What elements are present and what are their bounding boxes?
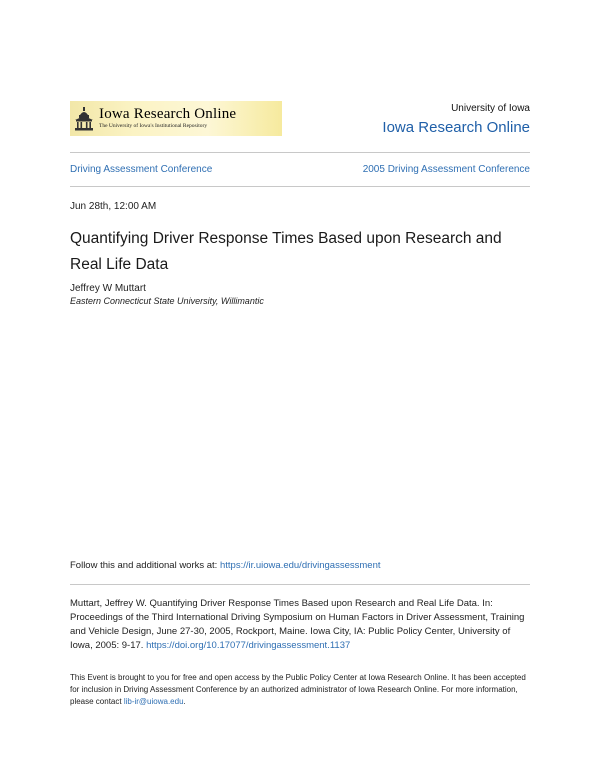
logo-text — [99, 107, 236, 130]
divider — [70, 152, 530, 153]
university-name: University of Iowa — [451, 103, 530, 114]
breadcrumb — [70, 164, 530, 175]
citation — [70, 597, 532, 653]
notice-text: This Event is brought to you for free and open access by the Public Policy Center at Iowa Research Online. It has been accepted for inclusion in Driving Assessment Conference by an authorized administrator of Iowa Research Online. For more information, please contact — [70, 673, 526, 706]
iowa-research-online-logo[interactable] — [70, 101, 282, 136]
logo-title: Iowa Research Online — [99, 106, 237, 123]
author-affiliation: Eastern Connecticut State University, Willimantic — [70, 296, 264, 306]
follow-text: Follow this and additional works at: — [70, 560, 220, 571]
citation-text: Muttart, Jeffrey W. Quantifying Driver Response Times Based upon Research and Real Life Data. In: Proceedings of the Third International Driving Symposium on Human Factors in Driver Assessment, Training and Vehicle Design, June 27-30, 2005, Rockport, Maine. Iowa City, IA: Public Policy Center, University of Iowa, 2005: 9-17. — [70, 598, 525, 651]
breadcrumb-conference-link[interactable]: Driving Assessment Conference — [70, 164, 213, 175]
divider — [70, 584, 530, 585]
author-name: Jeffrey W Muttart — [70, 283, 146, 294]
notice-end: . — [183, 697, 186, 706]
header-right — [382, 103, 530, 136]
logo-subtitle: The University of Iowa's Institutional Repository — [99, 123, 208, 130]
follow-link[interactable]: https://ir.uiowa.edu/drivingassessment — [219, 560, 381, 571]
repository-name[interactable]: Iowa Research Online — [382, 119, 530, 136]
follow-line — [70, 560, 381, 571]
paper-title: Quantifying Driver Response Times Based upon Research and Real Life Data — [70, 230, 502, 273]
access-notice — [70, 672, 532, 708]
contact-email-link[interactable]: lib-ir@uiowa.edu — [123, 697, 184, 706]
event-date: Jun 28th, 12:00 AM — [70, 201, 157, 212]
old-capitol-icon — [74, 107, 94, 131]
divider — [70, 186, 530, 187]
doi-link[interactable]: https://doi.org/10.17077/drivingassessment.1137 — [146, 640, 351, 651]
breadcrumb-year-link[interactable]: 2005 Driving Assessment Conference — [362, 164, 530, 175]
